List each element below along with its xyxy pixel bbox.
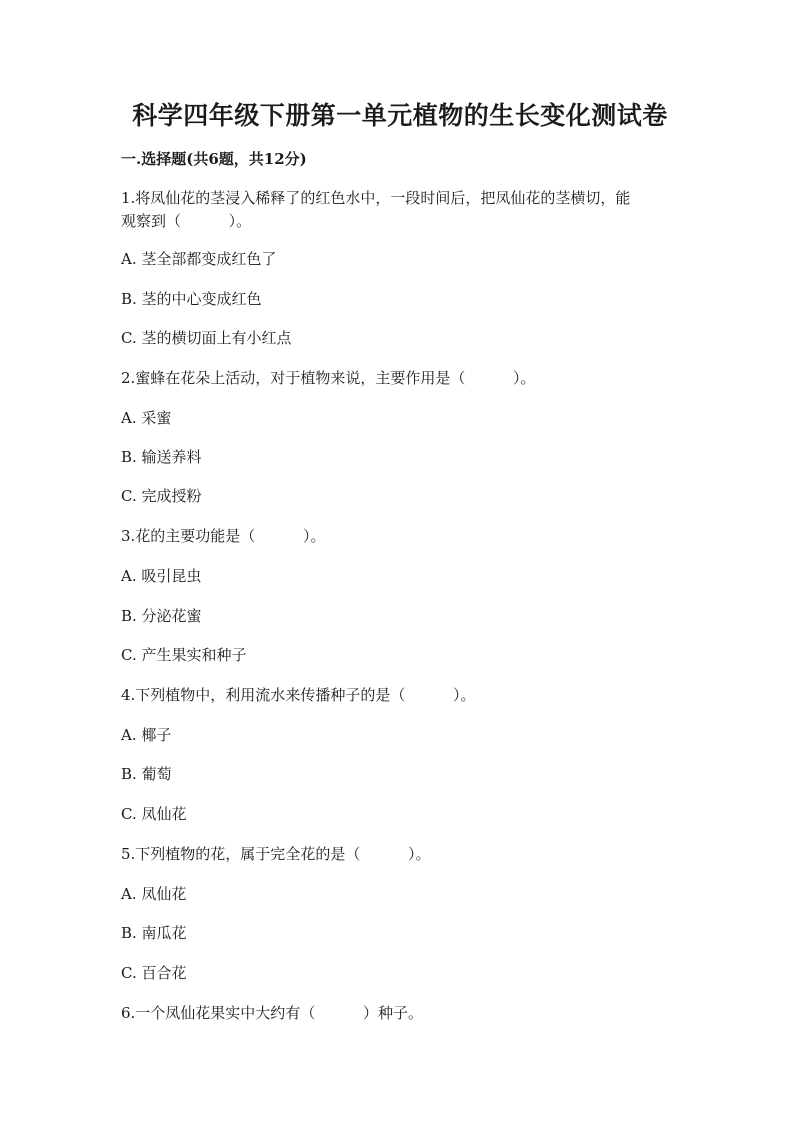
question-1-stem-line1: 1.将凤仙花的茎浸入稀释了的红色水中，一段时间后，把凤仙花的茎横切，能 — [121, 189, 631, 207]
question-5-option-c: C. 百合花 — [121, 964, 187, 982]
question-1-option-c: C. 茎的横切面上有小红点 — [121, 329, 292, 347]
question-3-stem: 3.花的主要功能是（ ）。 — [121, 527, 326, 545]
question-5-option-a: A. 凤仙花 — [121, 885, 187, 903]
question-4-stem: 4.下列植物中，利用流水来传播种子的是（ ）。 — [121, 686, 476, 704]
question-4-option-c: C. 凤仙花 — [121, 805, 187, 823]
question-1-stem-line2: 观察到（ ）。 — [121, 212, 252, 230]
question-5-stem: 5.下列植物的花，属于完全花的是（ ）。 — [121, 845, 431, 863]
section-heading: 一.选择题(共6题，共12分) — [121, 150, 307, 168]
question-1-option-a: A. 茎全部都变成红色了 — [121, 250, 277, 268]
question-5-option-b: B. 南瓜花 — [121, 924, 187, 942]
question-3-option-c: C. 产生果实和种子 — [121, 646, 247, 664]
question-2-option-b: B. 输送养料 — [121, 448, 202, 466]
question-2-option-c: C. 完成授粉 — [121, 487, 202, 505]
question-3-option-b: B. 分泌花蜜 — [121, 607, 202, 625]
question-6-stem: 6.一个凤仙花果实中大约有（ ）种子。 — [121, 1004, 423, 1022]
question-3-option-a: A. 吸引昆虫 — [121, 567, 202, 585]
question-4-option-b: B. 葡萄 — [121, 765, 172, 783]
question-1-option-b: B. 茎的中心变成红色 — [121, 290, 262, 308]
page-title: 科学四年级下册第一单元植物的生长变化测试卷 — [132, 101, 668, 130]
question-2-stem: 2.蜜蜂在花朵上活动，对于植物来说，主要作用是（ ）。 — [121, 369, 536, 387]
question-4-option-a: A. 椰子 — [121, 726, 172, 744]
question-2-option-a: A. 采蜜 — [121, 409, 172, 427]
